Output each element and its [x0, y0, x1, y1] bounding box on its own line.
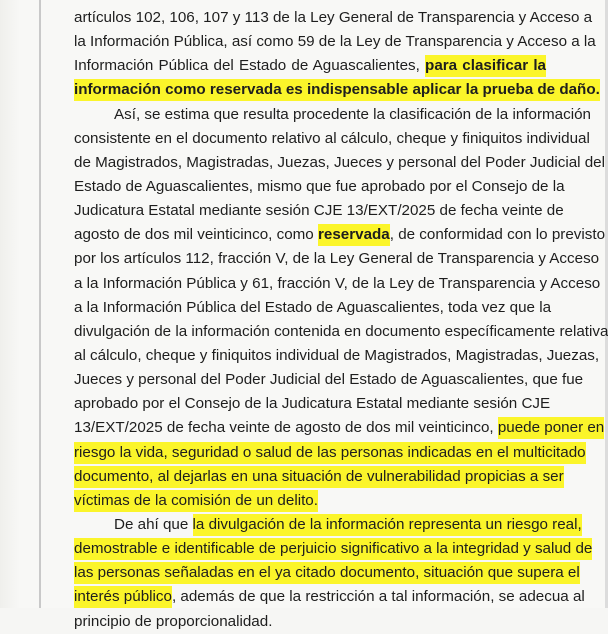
highlighted-text: reservada — [318, 224, 390, 246]
highlighted-text: demostrable e identificable de perjuicio significativo a la integridad y salud de — [74, 538, 592, 560]
text-line — [74, 199, 564, 223]
text-line — [74, 103, 591, 127]
body-text: De ahí que — [114, 515, 193, 533]
body-text: al cálculo, cheque y finiquitos individual de Magistrados, Magistradas, Juezas, — [74, 346, 600, 364]
body-text: Así, se estima que resulta procedente la clasificación de la información — [114, 105, 591, 123]
text-line — [74, 272, 601, 296]
text-line — [74, 465, 564, 489]
text-line — [74, 344, 600, 368]
text-line — [74, 368, 584, 392]
text-line — [74, 320, 608, 344]
text-line — [74, 296, 552, 320]
body-text: 13/EXT/2025 de fecha veinte de agosto de dos mil veinticinco, — [74, 419, 498, 437]
body-text: artículos 102, 106, 107 y 113 de la Ley General de Transparencia y Acceso a — [74, 9, 593, 26]
body-text: , además de que la restricción a tal información, se adecua al — [171, 588, 585, 606]
text-line — [74, 127, 590, 151]
text-line — [74, 30, 596, 54]
text-line — [74, 416, 605, 440]
highlighted-text: las personas señaladas en el ya citado documento, situación que supera el — [74, 562, 580, 584]
body-text: divulgación de la información contenida en documento específicamente relativa — [74, 322, 608, 340]
highlighted-text: víctimas de la comisión de un delito. — [74, 490, 318, 512]
body-text: Jueces y personal del Poder Judicial del Estado de Aguascalientes, que fue — [74, 371, 584, 389]
text-line — [74, 537, 593, 561]
body-text: principio de proporcionalidad. — [74, 612, 273, 630]
text-line — [74, 151, 605, 175]
highlighted-text: documento, al dejarlas en una situación de vulnerabilidad propicias a ser — [74, 466, 564, 488]
text-line — [74, 392, 551, 416]
text-line — [74, 175, 565, 199]
highlighted-text: riesgo la vida, seguridad o salud de las personas indicadas en el multicitado — [74, 442, 586, 464]
left-margin-line — [39, 0, 41, 608]
text-line — [74, 223, 606, 247]
text-line — [74, 585, 585, 609]
body-text: a la Información Pública y 61, fracción V, de la Ley de Transparencia y Acceso — [74, 274, 601, 292]
body-text: Estado de Aguascalientes, mismo que fue aprobado por el Consejo de la — [74, 177, 565, 195]
body-text: , de conformidad con lo previsto — [389, 226, 606, 244]
highlighted-text: información como reservada es indispensable aplicar la prueba de daño. — [74, 79, 600, 101]
text-line — [74, 441, 586, 465]
text-line — [74, 610, 546, 634]
text-line — [74, 247, 600, 271]
body-text: consistente en el documento relativo al cálculo, cheque y finiquitos individual — [74, 129, 590, 147]
text-line — [74, 489, 546, 513]
text-line — [74, 561, 580, 585]
body-text: la Información Pública, así como 59 de la Ley de Transparencia y Acceso a la — [74, 33, 596, 51]
text-line — [74, 78, 600, 102]
text-line — [74, 513, 582, 537]
text-line — [74, 54, 546, 78]
body-text: Judicatura Estatal mediante sesión CJE 13/EXT/2025 de fecha veinte de — [74, 202, 564, 220]
body-text: aprobado por el Consejo de la Judicatura Estatal mediante sesión CJE — [74, 395, 551, 413]
highlighted-text: la divulgación de la información representa un riesgo real, — [193, 514, 582, 536]
body-text: de Magistrados, Magistradas, Juezas, Jueces y personal del Poder Judicial del — [74, 153, 605, 171]
highlighted-text: para clasificar la — [425, 55, 546, 77]
body-text: Información Pública del Estado de Aguascalientes, — [74, 57, 426, 75]
text-line — [74, 6, 593, 30]
highlighted-text: interés público — [74, 586, 172, 608]
highlighted-text: puede poner en — [498, 417, 604, 439]
body-text: por los artículos 112, fracción V, de la Ley General de Transparencia y Acceso — [74, 250, 600, 268]
body-text: agosto de dos mil veinticinco, como — [74, 226, 318, 244]
body-text: a la Información Pública del Estado de Aguascalientes, toda vez que la — [74, 298, 552, 316]
document-body — [74, 6, 608, 634]
